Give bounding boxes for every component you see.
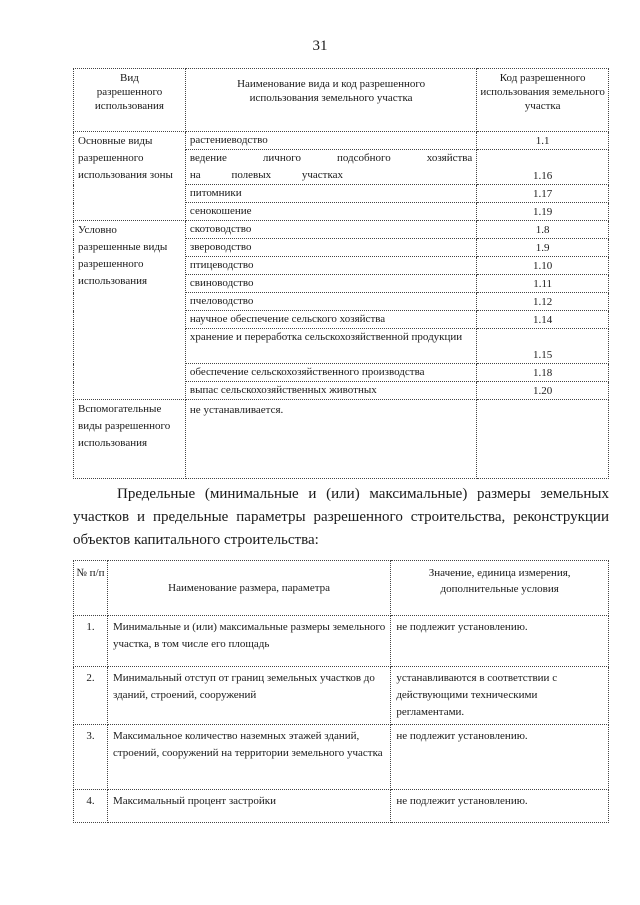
group-label-conditional: Условно разрешенные виды разрешенного использования — [74, 221, 186, 400]
header-param-value: Значение, единица измерения, дополнительные условия — [391, 561, 609, 616]
header-use-type: Вид разрешенного использования — [74, 69, 186, 132]
use-code: 1.14 — [477, 311, 609, 329]
table-row — [74, 790, 609, 823]
group-label-auxiliary: Вспомогательные виды разрешенного использования — [74, 400, 186, 479]
use-name: научное обеспечение сельского хозяйства — [185, 311, 476, 329]
use-name: обеспечение сельскохозяйственного производства — [185, 364, 476, 382]
table-header-row — [74, 561, 609, 616]
parameters-table — [73, 560, 609, 823]
header-use-name: Наименование вида и код разрешенного использования земельного участка — [185, 69, 476, 132]
param-name: Максимальное количество наземных этажей зданий, строений, сооружений на территории земельного участка — [107, 725, 390, 790]
row-num: 3. — [74, 725, 108, 790]
table-header-row — [74, 69, 609, 132]
use-code: 1.17 — [477, 185, 609, 203]
use-name: питомники — [185, 185, 476, 203]
table-row — [74, 132, 609, 150]
param-value: не подлежит установлению. — [391, 790, 609, 823]
table-row — [74, 725, 609, 790]
use-code: 1.1 — [477, 132, 609, 150]
table-row — [74, 667, 609, 725]
param-value: не подлежит установлению. — [391, 616, 609, 667]
table-row — [74, 616, 609, 667]
group-label-main: Основные виды разрешенного использования зоны — [74, 132, 186, 221]
use-name: не устанавливается. — [185, 400, 476, 479]
param-value: устанавливаются в соответствии с действующими техническими регламентами. — [391, 667, 609, 725]
use-code: 1.18 — [477, 364, 609, 382]
limits-paragraph: Предельные (минимальные и (или) максимальные) размеры земельных участков и предельные параметры разрешенного строительства, реконструкции объектов капитального строительства: — [73, 486, 609, 548]
permitted-use-table — [73, 68, 609, 479]
use-name: скотоводство — [185, 221, 476, 239]
use-name: ведение личного подсобного хозяйства на полевых участках — [185, 150, 476, 185]
use-code: 1.15 — [477, 329, 609, 364]
use-code: 1.9 — [477, 239, 609, 257]
use-code — [477, 400, 609, 479]
use-code: 1.8 — [477, 221, 609, 239]
param-name: Минимальные и (или) максимальные размеры земельного участка, в том числе его площадь — [107, 616, 390, 667]
use-code: 1.16 — [477, 150, 609, 185]
use-code: 1.12 — [477, 293, 609, 311]
use-code: 1.11 — [477, 275, 609, 293]
param-name: Минимальный отступ от границ земельных участков до зданий, строений, сооружений — [107, 667, 390, 725]
use-name: птицеводство — [185, 257, 476, 275]
row-num: 1. — [74, 616, 108, 667]
use-name: выпас сельскохозяйственных животных — [185, 382, 476, 400]
use-code: 1.20 — [477, 382, 609, 400]
header-param-name: Наименование размера, параметра — [107, 561, 390, 616]
use-name: сенокошение — [185, 203, 476, 221]
header-num: № п/п — [74, 561, 108, 616]
use-name: свиноводство — [185, 275, 476, 293]
param-value: не подлежит установлению. — [391, 725, 609, 790]
use-name: растениеводство — [185, 132, 476, 150]
table-row — [74, 400, 609, 479]
table-row — [74, 221, 609, 239]
use-name: хранение и переработка сельскохозяйственной продукции — [185, 329, 476, 364]
use-name: пчеловодство — [185, 293, 476, 311]
use-code: 1.10 — [477, 257, 609, 275]
use-code: 1.19 — [477, 203, 609, 221]
row-num: 2. — [74, 667, 108, 725]
header-use-code: Код разрешенного использования земельного участка — [477, 69, 609, 132]
param-name: Максимальный процент застройки — [107, 790, 390, 823]
use-name: звероводство — [185, 239, 476, 257]
row-num: 4. — [74, 790, 108, 823]
page-number: 31 — [312, 38, 328, 54]
